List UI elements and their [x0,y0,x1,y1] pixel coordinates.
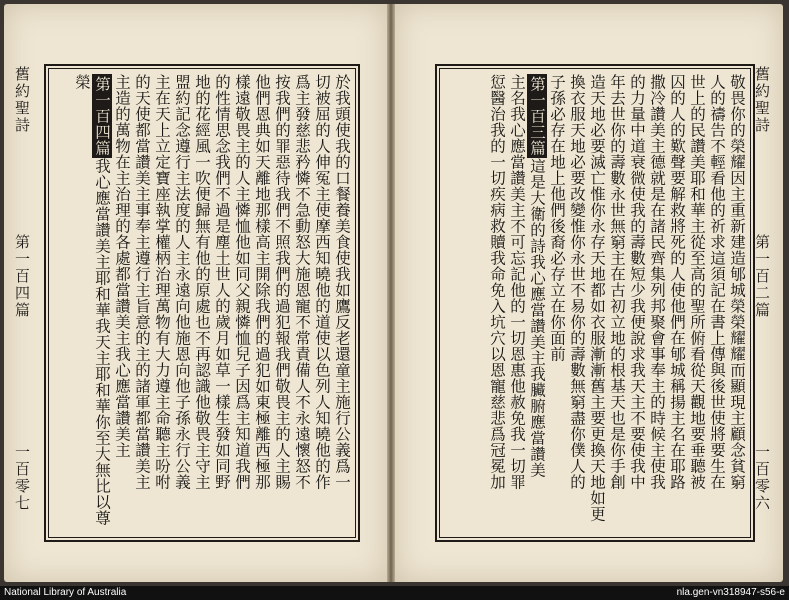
right_page-text-column: 的力量中道衰微使我的壽數短少我便說求我天主不要使我中 [628,74,646,490]
right_page-text-column: 敬畏你的榮耀因主重新建造郇城榮榮耀耀而顯現主顧念貧窮 [728,74,746,490]
left_page-text-column: 樣遠敬畏主的人主憐恤他如同父親憐恤兒子因爲主知道我們 [233,74,251,490]
right_page-text-column: 主名我心應當讚美主不可忘記他的一切恩惠他赦免我一切罪 [508,74,526,490]
right_page-text-column: 第一百三篇這是大衛的詩我心應當讚美主我臟腑應當讚美 [528,76,546,478]
right-text-columns [487,74,747,532]
footer-credit: National Library of Australia [4,587,127,598]
left-page-number: 一百零七 [13,444,31,512]
right_page-text-column: 造天地必要滅亡惟你永存天地都如衣服漸漸舊主要更換天地如更 [588,74,606,522]
left_page-text-column: 他們恩典如天離地那樣高主開除我們的過犯如東極離西極那 [253,74,271,490]
right_page-text-column: 人的禱告不輕看他的祈求這須記在書上傳與後世使將要生在 [708,74,726,490]
left_page-text-column: 爲主發慈悲矜憐不急動怒大施恩寵不常責備人不永遠懷怒不 [293,74,311,490]
left_page-text-column: 盟約記念遵行主法度的人主永遠向他施恩向他子孫永行公義 [173,74,191,490]
right_page-text-column: 撒冷讚美主德就是在諸民齊集列邦聚會事奉主的時候主使我 [648,74,666,490]
left-text-columns [73,74,352,532]
left_page-section-heading: 第一百四篇 [93,76,111,156]
left-book-title: 舊約聖詩 [13,66,31,134]
right_page-text-column: 愆醫治我的一切疾病救贖我命免入坑穴以恩寵慈悲爲冠冕加 [488,74,506,490]
left_page-text-column: 的性情思念我們不過是塵土世人的歲月如草一樣生發如同野 [213,74,231,490]
right-section: 第一百二篇 [753,234,771,319]
left_page-text-column: 切被屈的人伸冤主使摩西知曉他的道使以色列人知曉他的作 [313,74,331,490]
right_page-text-column: 換衣服天地必要改變惟你永世不易你的壽數無窮盡你僕人的 [568,74,586,490]
book-gutter [387,4,395,582]
right_page-text-column: 世上的民讚美耶和華主從至高的聖所俯看從天觀地要垂聽被 [688,74,706,490]
left_page-text-column: 的天使都當讚美主事奉主遵行主旨意的主的諸軍都當讚美主 [133,74,151,490]
left_page-text-column: 地的花經風一吹便歸無有他的原處也不再認識他敬畏主守主 [193,74,211,490]
right_page-section-heading: 第一百三篇 [528,76,546,156]
left_page-text-column: 主造的萬物在主治理的各處都當讚美主我心應當讚美主 [113,74,131,458]
left-text-frame [44,64,360,542]
right-book-title: 舊約聖詩 [753,66,771,134]
left_page-text-column: 於我頭使我的口餐養美食使我如鷹反老還童主施行公義爲一 [333,74,351,490]
right_page-text-column: 囚的人的歎聲要解救將死的人使他們在郇城稱揚主名在耶路 [668,74,686,490]
right-page-number: 一百零六 [753,444,771,512]
right-text-frame [435,64,755,542]
right_page-text-column: 子孫必存在地上他們後裔必存立在你面前 [548,74,566,362]
right_page-text-column: 年去世你的壽數永世無窮主在古初立地的根基天也是你手創 [608,74,626,490]
left_page-text-column: 按我們的罪惡待我們不照我們的過犯報我們敬畏主的人主賜 [273,74,291,490]
right-page [395,4,783,582]
left-page [4,4,387,582]
footer-id: nla.gen-vn318947-s56-e [676,587,785,598]
left_page-text-column: 第一百四篇我心應當讚美主耶和華我天主耶和華你至大無比以尊榮 [73,74,111,526]
left-section: 第一百四篇 [13,234,31,319]
left_page-text-column: 主在天上立定寶座執掌權柄治理萬物有大力遵主命聽主吩咐 [153,74,171,490]
footer-bar [0,586,789,600]
